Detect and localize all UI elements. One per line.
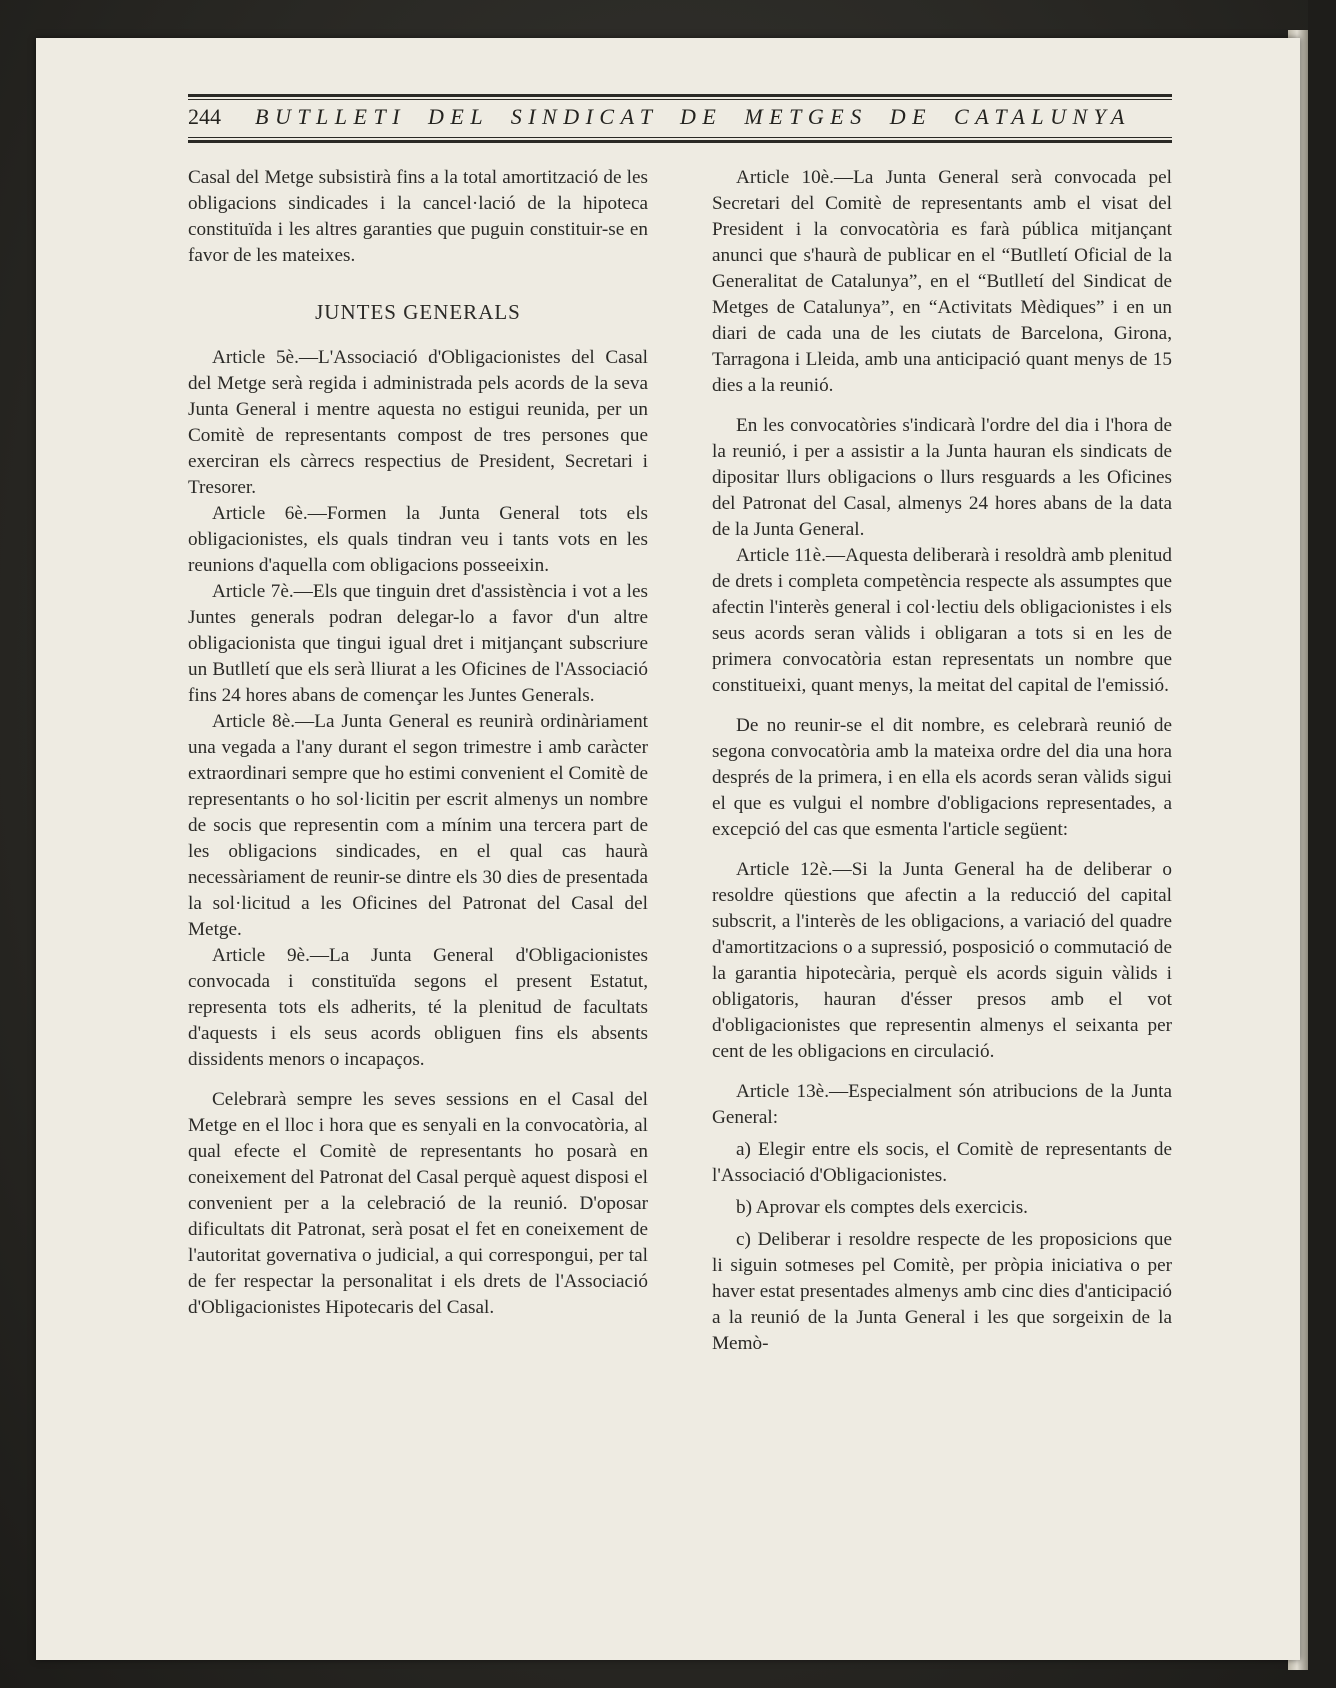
section-heading: JUNTES GENERALS: [315, 300, 521, 324]
paragraph-article-13: Article 13è.—Especialment són atribucions de la Junta General:: [712, 1081, 1172, 1128]
paragraph-convocatories: En les convocatòries s'indicarà l'ordre del dia i l'hora de la reunió, i per a assistir a la Junta hauran els sindicats de dipositar llurs obligacions o llurs resguards a les Oficines del Patronat del Casal, almenys 24 hores abans de la data de la Junta General.: [712, 415, 1172, 540]
running-head-title: BUTLLETI DEL SINDICAT DE METGES DE CATALUNYA: [255, 104, 1131, 129]
paragraph-article-12: Article 12è.—Si la Junta General ha de deliberar o resoldre qüestions que afectin a la reducció del capital subscrit, a l'interès de les obligacions, a variació del quadre d'amortitzacions o a supressió, posposició o commutació de la garantia hipotecària, perquè els acords siguin vàlids i obligatoris, hauran d'ésser presos amb el vot d'obligacionistes que representin almenys el seixanta per cent de les obligacions en circulació.: [712, 859, 1172, 1062]
header-row: [188, 100, 1172, 135]
paragraph-article-5: Article 5è.—L'Associació d'Obligacionistes del Casal del Metge serà regida i administrada pels acords de la seva Junta General i mentre aquesta no estigui reunida, per un Comitè de representants compost de tres persones que exerciran els càrrecs respectius de President, Secretari i Tresorer.: [188, 347, 648, 498]
paragraph-article-10: Article 10è.—La Junta General serà convocada pel Secretari del Comitè de representants amb el visat del President i la convocatòria es farà pública mitjançant anunci que s'haurà de publicar en el “Butlletí Oficial de la Generalitat de Catalunya”, en el “Butlletí del Sindicat de Metges de Catalunya”, en “Activitats Mèdiques” i en un diari de cada una de les ciutats de Barcelona, Girona, Tarragona i Lleida, amb una anticipació quant menys de 15 dies a la reunió.: [712, 167, 1172, 396]
paragraph-article-9: Article 9è.—La Junta General d'Obligacionistes convocada i constituïda segons el present Estatut, representa tots els adherits, té la plenitud de facultats d'aquests i els seus acords obliguen fins els absents dissidents menors o incapaços.: [188, 945, 648, 1070]
page-content: [188, 94, 1172, 1357]
paragraph-article-7: Article 7è.—Els que tinguin dret d'assistència i vot a les Juntes generals podran delegar-lo a favor d'un altre obligacionista que tingui igual dret i mitjançant subscriure un Butlletí que els serà lliurat a les Oficines de l'Associació fins 24 hores abans de començar les Juntes Generals.: [188, 581, 648, 706]
header-rule-bottom: [188, 140, 1172, 143]
header-rule-bottom-thin: [188, 137, 1172, 138]
continuation-paragraph: Casal del Metge subsistirà fins a la total amortització de les obligacions sindicades i la cancel·lació de la hipoteca constituïda i les altres garanties que puguin constituir-se en favor de les mateixes.: [188, 167, 648, 266]
paragraph-celebrara: Celebrarà sempre les seves sessions en el Casal del Metge en el lloc i hora que es senyali en la convocatòria, al qual efecte el Comitè de representants ho posarà en coneixement del Patronat del Casal perquè aquest disposi el convenient per a la celebració de la reunió. D'oposar dificultats dit Patronat, serà posat el fet en coneixement de l'autoritat governativa o judicial, a qui correspongui, per tal de fer respectar la personalitat i els drets de l'Associació d'Obligacionistes Hipotecaris del Casal.: [188, 1089, 648, 1318]
running-header: [188, 94, 1172, 143]
next-page-strip: [1308, 0, 1336, 1688]
paragraph-article-6: Article 6è.—Formen la Junta General tots els obligacionistes, els quals tindran veu i tants vots en les reunions d'aquella com obligacions posseeixin.: [188, 503, 648, 576]
list-item-c: c) Deliberar i resoldre respecte de les proposicions que li siguin sotmeses pel Comitè, per pròpia iniciativa o per haver estat presentades almenys amb cinc dies d'anticipació a la reunió de la Junta General i les que sorgeixin de la Memò-: [712, 1229, 1172, 1354]
left-column: [188, 165, 648, 1357]
paragraph-segona-convocatoria: De no reunir-se el dit nombre, es celebrarà reunió de segona convocatòria amb la mateixa ordre del dia una hora després de la primera, i en ella els acords seran vàlids sigui el que es vulgui el nombre d'obligacions representades, a excepció del cas que esmenta l'article següent:: [712, 715, 1172, 840]
header-rule-top: [188, 94, 1172, 97]
right-column: [712, 165, 1172, 1357]
page-number: 244: [188, 104, 221, 129]
paragraph-article-11: Article 11è.—Aquesta deliberarà i resoldrà amb plenitud de drets i completa competència respecte als assumptes que afectin l'interès general i col·lectiu dels obligacionistes i els seus acords seran vàlids i obligaran a tots si en les de primera convocatòria estan representats un nombre que constitueixi, quant menys, la meitat del capital de l'emissió.: [712, 545, 1172, 696]
paragraph-article-8: Article 8è.—La Junta General es reunirà ordinàriament una vegada a l'any durant el segon trimestre i amb caràcter extraordinari sempre que ho estimi convenient el Comitè de representants o ho sol·licitin per escrit almenys un nombre de socis que representin com a mínim una tercera part de les obligacions sindicades, en el qual cas haurà necessàriament de reunir-se dintre els 30 dies de presentada la sol·licitud a les Oficines del Patronat del Casal del Metge.: [188, 711, 648, 940]
list-item-a: a) Elegir entre els socis, el Comitè de representants de l'Associació d'Obligacionistes.: [712, 1139, 1172, 1186]
body-columns: [188, 165, 1172, 1357]
list-item-b: b) Aprovar els comptes dels exercicis.: [736, 1197, 1028, 1218]
